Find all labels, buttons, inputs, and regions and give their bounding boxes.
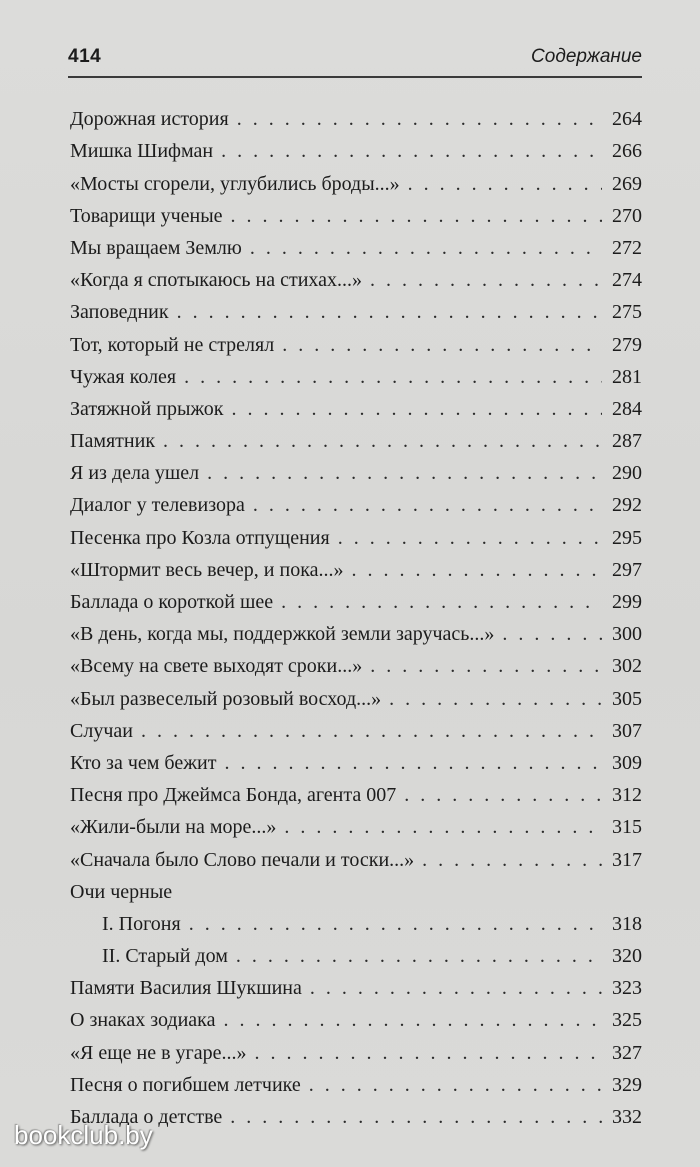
dot-leader — [338, 526, 602, 550]
dot-leader — [310, 976, 602, 1000]
toc-entry-title: Баллада о короткой шее — [70, 591, 274, 613]
toc-entry-page: 315 — [612, 816, 642, 839]
toc-entry-page: 327 — [612, 1041, 642, 1064]
toc-entry — [70, 453, 642, 485]
toc-entry — [70, 775, 642, 807]
toc-entry-title: Заповедник — [70, 301, 169, 324]
toc-entry-title: Памятник — [70, 430, 156, 453]
toc-entry-title: «Всему на свете выходят сроки...» — [70, 655, 363, 678]
toc-entry-title: I. Погоня — [102, 912, 181, 935]
toc-entry-title: О знаках зодиака — [70, 1009, 216, 1032]
toc-entry-page: 274 — [612, 269, 642, 292]
toc-entry — [70, 292, 642, 324]
toc-entry — [70, 357, 642, 389]
toc-entry-title: Дорожная история — [70, 108, 229, 131]
toc-entry-page: 302 — [612, 655, 642, 678]
toc-entry-page: 264 — [612, 108, 642, 131]
toc-entry-title: Песня про Джеймса Бонда, агента 007 — [70, 784, 397, 807]
dot-leader — [253, 493, 602, 517]
section-title: Содержание — [531, 46, 642, 67]
toc-entry-page: 300 — [612, 623, 642, 646]
toc-entry-page: 290 — [612, 462, 642, 485]
toc-entry-page: 309 — [612, 751, 642, 774]
toc-entry-title: Мы вращаем Землю — [70, 236, 242, 259]
toc-entry-page: 325 — [612, 1009, 642, 1032]
toc-entry-page: 269 — [612, 172, 642, 195]
toc-entry — [70, 1097, 642, 1129]
dot-leader — [236, 944, 602, 968]
toc-entry-page: 307 — [612, 719, 642, 742]
toc-entry — [70, 228, 642, 260]
toc-entry — [70, 517, 642, 549]
dot-leader — [250, 236, 602, 260]
dot-leader — [223, 1008, 602, 1032]
toc-entry — [70, 872, 642, 904]
dot-leader — [389, 687, 602, 711]
toc-entry-title: Диалог у телевизора — [70, 494, 245, 517]
toc-entry-title: II. Старый дом — [102, 945, 228, 968]
dot-leader — [231, 204, 602, 228]
toc-entry — [70, 646, 642, 678]
toc-entry-page: 266 — [612, 140, 642, 163]
dot-leader — [352, 558, 603, 582]
toc-entry-page: 275 — [612, 301, 642, 324]
toc-entry-title: Я из дела ушел — [70, 462, 200, 485]
toc-entry-page: 272 — [612, 236, 642, 259]
dot-leader — [404, 783, 602, 807]
dot-leader — [281, 590, 602, 614]
watermark: bookclub.by — [14, 1120, 153, 1150]
toc-entry-title: «Жили-были на море...» — [70, 816, 277, 839]
toc-entry — [70, 582, 642, 614]
toc-entry-page: 320 — [612, 945, 642, 968]
toc-entry-page: 318 — [612, 912, 642, 935]
toc-entry-title: Баллада о детстве — [70, 1106, 223, 1128]
toc-entry — [70, 711, 642, 743]
dot-leader — [163, 429, 602, 453]
dot-leader — [370, 268, 602, 292]
toc-entry — [70, 1065, 642, 1097]
toc-entry-title: «Штормит весь вечер, и пока...» — [70, 558, 344, 581]
toc-entry-title: Случаи — [70, 719, 133, 742]
toc-entry-page: 295 — [612, 526, 642, 549]
dot-leader — [230, 1105, 602, 1129]
toc-entry-title: Товарищи ученые — [70, 204, 223, 227]
toc-entry — [70, 904, 642, 936]
running-header — [68, 44, 642, 78]
toc-entry — [70, 550, 642, 582]
toc-entry-title: Мишка Шифман — [70, 140, 214, 163]
dot-leader — [141, 719, 602, 743]
toc-entry-title: «Когда я спотыкаюсь на стихах...» — [70, 269, 363, 292]
dot-leader — [231, 397, 602, 421]
dot-leader — [189, 912, 602, 936]
toc-entry-page: 329 — [612, 1073, 642, 1096]
toc-entry-page: 270 — [612, 204, 642, 227]
toc-entry-title: «Я еще не в угаре...» — [70, 1041, 247, 1064]
toc-entry-title: Очи черные — [70, 880, 173, 903]
toc-entry — [70, 968, 642, 1000]
toc-entry-title: Песенка про Козла отпущения — [70, 526, 330, 549]
toc-entry-page: 312 — [612, 784, 642, 807]
toc-entry — [70, 614, 642, 646]
dot-leader — [284, 815, 602, 839]
toc-entry — [70, 743, 642, 775]
toc-entry — [70, 389, 642, 421]
toc-entry-title: Затяжной прыжок — [70, 397, 224, 420]
dot-leader — [224, 751, 602, 775]
table-of-contents — [70, 99, 642, 1129]
dot-leader — [408, 172, 602, 196]
toc-entry-page: 299 — [612, 591, 642, 613]
dot-leader — [502, 622, 602, 646]
toc-entry-title: «Сначала было Слово печали и тоски...» — [70, 848, 415, 871]
toc-entry-title: «В день, когда мы, поддержкой земли заручась...» — [70, 623, 495, 646]
dot-leader — [309, 1073, 602, 1097]
dot-leader — [221, 139, 602, 163]
toc-entry — [70, 196, 642, 228]
toc-entry-page: 305 — [612, 687, 642, 710]
toc-entry — [70, 260, 642, 292]
dot-leader — [370, 654, 602, 678]
toc-entry — [70, 163, 642, 195]
toc-entry — [70, 99, 642, 131]
toc-entry — [70, 839, 642, 871]
toc-entry-page: 287 — [612, 430, 642, 453]
toc-entry — [70, 678, 642, 710]
toc-entry-title: Чужая колея — [70, 365, 177, 388]
toc-entry-page: 284 — [612, 397, 642, 420]
toc-entry-page: 279 — [612, 333, 642, 356]
dot-leader — [177, 300, 602, 324]
toc-entry — [70, 807, 642, 839]
toc-entry-title: «Мосты сгорели, углубились броды...» — [70, 172, 400, 195]
dot-leader — [254, 1041, 602, 1065]
page-number: 414 — [68, 46, 102, 67]
toc-entry — [70, 131, 642, 163]
toc-entry — [70, 421, 642, 453]
toc-entry-title: Песня о погибшем летчике — [70, 1073, 301, 1096]
toc-entry — [70, 485, 642, 517]
toc-entry — [70, 324, 642, 356]
toc-entry-page: 323 — [612, 977, 642, 1000]
dot-leader — [237, 107, 602, 131]
dot-leader — [282, 333, 602, 357]
toc-entry — [70, 936, 642, 968]
toc-entry-page: 292 — [612, 494, 642, 517]
toc-entry-page: 281 — [612, 365, 642, 388]
toc-entry-page: 297 — [612, 558, 642, 581]
toc-entry-page: 332 — [612, 1106, 642, 1128]
dot-leader — [184, 365, 602, 389]
toc-entry-page: 317 — [612, 848, 642, 871]
dot-leader — [422, 848, 602, 872]
dot-leader — [207, 461, 602, 485]
toc-entry-title: Тот, который не стрелял — [70, 333, 275, 356]
toc-entry-title: «Был развеселый розовый восход...» — [70, 687, 382, 710]
toc-entry-title: Кто за чем бежит — [70, 751, 217, 774]
toc-entry — [70, 1032, 642, 1064]
toc-entry — [70, 1000, 642, 1032]
toc-entry-title: Памяти Василия Шукшина — [70, 977, 302, 1000]
